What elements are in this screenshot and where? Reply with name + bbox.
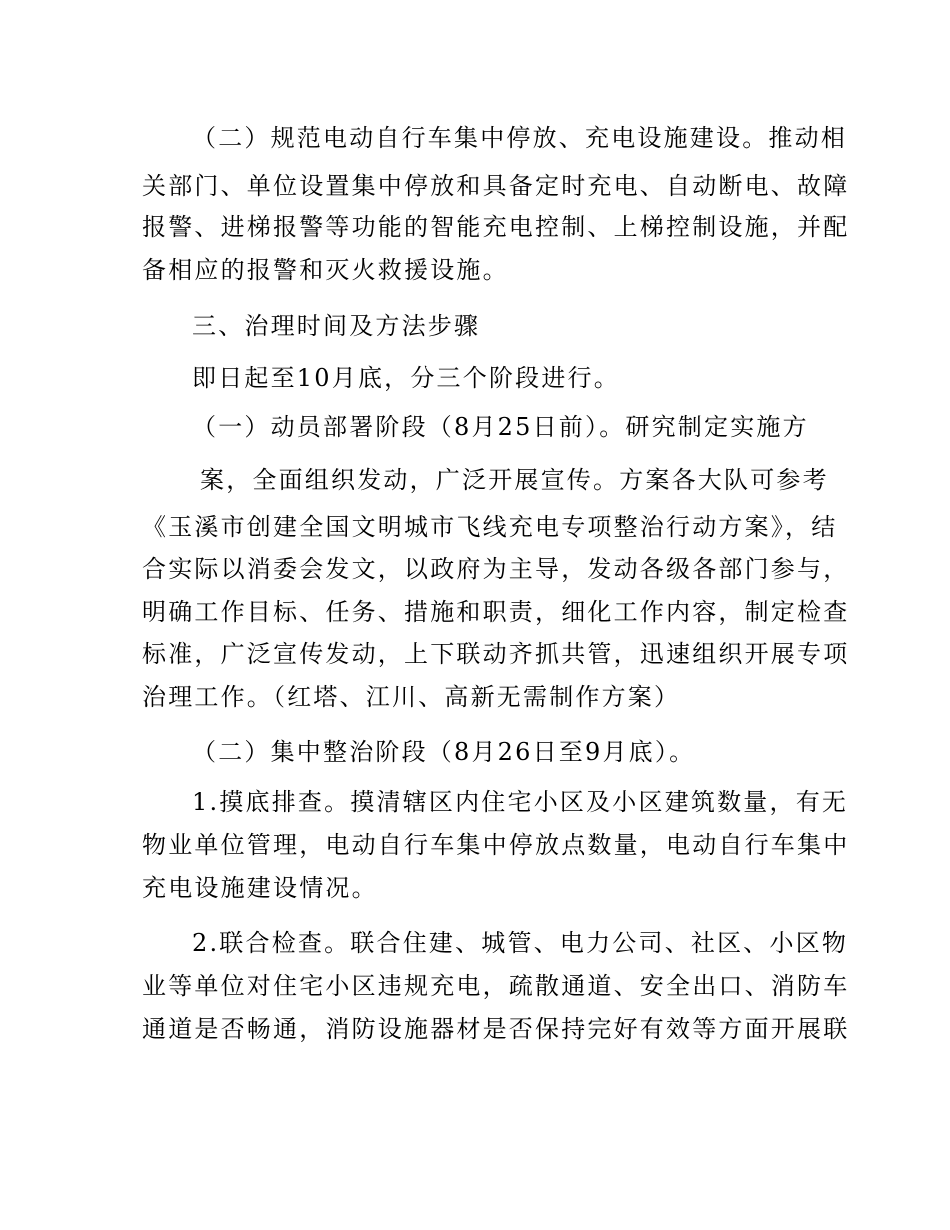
paragraph-line: 1.摸底排查。摸清辖区内住宅小区及小区建筑数量，有无 xyxy=(192,788,849,816)
paragraph-line: 报警、进梯报警等功能的智能充电控制、上梯控制设施，并配 xyxy=(142,213,850,241)
paragraph-line: 充电设施建设情况。 xyxy=(142,874,378,902)
paragraph-line: 案，全面组织发动，广泛开展宣传。方案各大队可参考 xyxy=(200,466,829,494)
paragraph-line: （二）规范电动自行车集中停放、充电设施建设。推动相 xyxy=(192,124,847,152)
paragraph-line: 《玉溪市创建全国文明城市飞线充电专项整治行动方案》，结 xyxy=(142,513,838,541)
paragraph-line: 即日起至10月底，分三个阶段进行。 xyxy=(192,364,620,392)
paragraph-line: 通道是否畅通，消防设施器材是否保持完好有效等方面开展联 xyxy=(142,1015,850,1043)
paragraph-line: 物业单位管理，电动自行车集中停放点数量，电动自行车集中 xyxy=(142,831,850,859)
section-heading: 三、治理时间及方法步骤 xyxy=(192,312,481,340)
paragraph-line: （一）动员部署阶段（8月25日前）。研究制定实施方 xyxy=(192,413,809,441)
paragraph-line: 业等单位对住宅小区违规充电，疏散通道、安全出口、消防车 xyxy=(142,972,850,1000)
paragraph-line: （二）集中整治阶段（8月26日至9月底）。 xyxy=(192,738,696,766)
paragraph-line: 明确工作目标、任务、措施和职责，细化工作内容，制定检查 xyxy=(142,598,850,626)
paragraph-line: 合实际以消委会发文，以政府为主导，发动各级各部门参与， xyxy=(142,555,850,583)
paragraph-line: 治理工作。（红塔、江川、高新无需制作方案） xyxy=(142,683,681,711)
paragraph-line: 备相应的报警和灭火救援设施。 xyxy=(142,256,509,284)
paragraph-line: 关部门、单位设置集中停放和具备定时充电、自动断电、故障 xyxy=(142,172,850,200)
paragraph-line: 2.联合检查。联合住建、城管、电力公司、社区、小区物 xyxy=(192,929,849,957)
paragraph-line: 标准，广泛宣传发动，上下联动齐抓共管，迅速组织开展专项 xyxy=(142,640,850,668)
